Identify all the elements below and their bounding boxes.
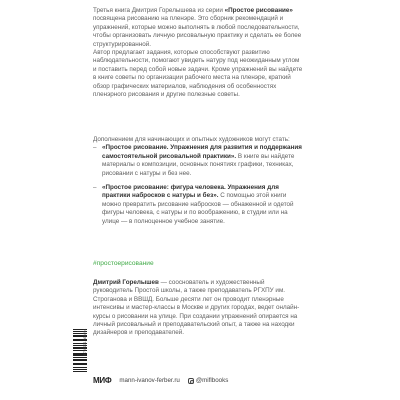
description-paragraph-1 xyxy=(93,7,303,49)
recommendation-item-1 xyxy=(93,144,303,178)
recommendation-text: С помощью этой книги можно превратить рисование набросков — обнаженной и одетой фигуры человека, с натуры и по воображению, в студии или на улице — в полноценное учебное занятие. xyxy=(102,192,294,225)
publisher-website[interactable]: mann-ivanov-ferber.ru xyxy=(119,377,180,384)
barcode-number: 9 785001 464694 xyxy=(83,328,87,356)
description-rest: посвящена рисованию на пленэре. Это сборник рекомендаций и упражнений, которые можно выполнять в любой последовательности, чтобы организовать личную рисовальную практику и сделать ее более структурированной. xyxy=(93,15,302,48)
bullet-dash: – xyxy=(93,184,97,192)
recommendations-intro: Дополнением для начинающих и опытных художников могут стать: xyxy=(93,136,290,143)
publisher-logo: МИФ xyxy=(93,376,112,385)
recommendation-text: В книге вы найдете материалы о композиции, основных понятиях графики, техниках, рисовании с натуры и без нее. xyxy=(102,152,295,177)
recommendation-item-2 xyxy=(93,184,303,226)
publisher-footer xyxy=(93,376,228,385)
author-bio-text: — сооснователь и художественный руководитель Простой школы, а также преподаватель РГХПУ им. Строганова и ВВШД. Больше десяти лет он проводит пленэрные интенсивы и мастер-классы в Москве и других городах, ведет онлайн-курсы о рисовании на улице. При создании упражнений опирается на личный рисовальный и преподавательский опыт, а также на находки дизайнеров и преподавателей. xyxy=(93,279,300,337)
author-bio xyxy=(93,279,303,338)
description-block xyxy=(93,7,303,99)
author-name: Дмитрий Горелышев xyxy=(93,279,159,286)
recommendation-title: «Простое рисование: фигура человека. Упражнения для практики набросков с натуры и без». xyxy=(102,184,279,200)
description-paragraph-2: Автор предлагает задания, которые способствуют развитию наблюдательности, помогают увидеть натуру под неожиданным углом и поставить перед собой новые задачи. Кроме упражнений вы найдете в книге советы по организации рабочего места на пленэре, краткий обзор графических материалов, наблюдения об особенностях пленэрного рисования и другие полезные советы. xyxy=(93,49,303,99)
instagram-handle-text: @miflbooks xyxy=(195,377,229,384)
hashtag: #простоерисование xyxy=(93,260,154,267)
description-lead: Третья книга Дмитрия Горелышева из серии xyxy=(93,7,225,14)
recommendation-title: «Простое рисование. Упражнения для развития и поддержания самостоятельной рисовальной практики». xyxy=(102,144,302,160)
instagram-icon xyxy=(188,378,194,384)
author-paragraph xyxy=(93,279,303,338)
series-title: «Простое рисование» xyxy=(224,7,293,14)
bullet-dash: – xyxy=(93,144,97,152)
back-cover xyxy=(35,0,368,400)
recommendations-block xyxy=(93,136,303,226)
instagram-handle[interactable] xyxy=(188,377,228,384)
